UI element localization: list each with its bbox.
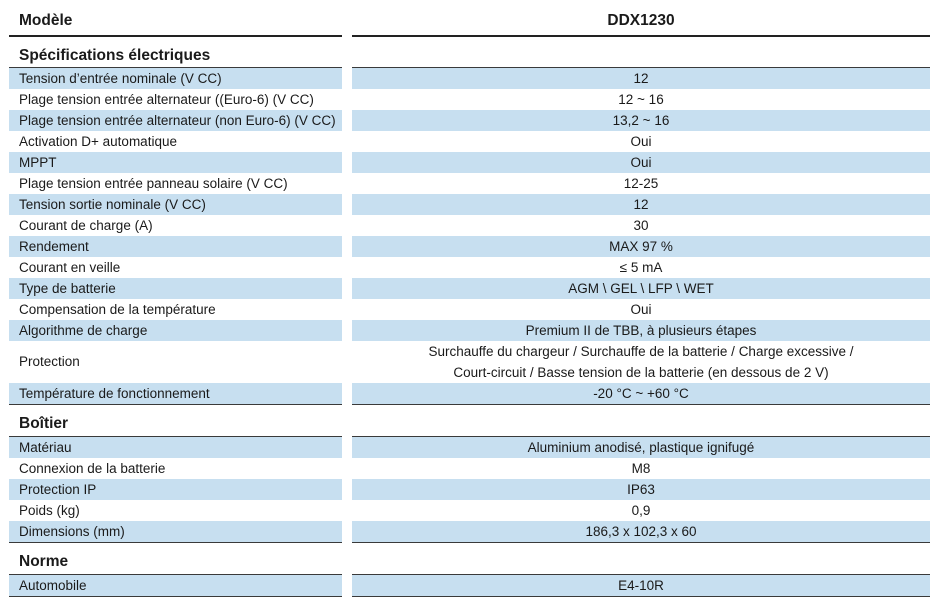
section-end-rule-left (9, 542, 342, 543)
header-rule-right (352, 35, 930, 37)
spec-value: 186,3 x 102,3 x 60 (352, 521, 930, 542)
section-title-standard: Norme (19, 553, 69, 570)
spec-value: 12 ~ 16 (352, 89, 930, 110)
spec-label: Rendement (9, 236, 342, 257)
spec-value: 12 (352, 194, 930, 215)
spec-label: Activation D+ automatique (9, 131, 342, 152)
spec-value: Aluminium anodisé, plastique ignifugé (352, 437, 930, 458)
spec-value: 0,9 (352, 500, 930, 521)
spec-value: 13,2 ~ 16 (352, 110, 930, 131)
spec-label: Automobile (9, 575, 342, 596)
spec-label: Type de batterie (9, 278, 342, 299)
spec-label: Plage tension entrée alternateur (non Euro-6) (V CC) (9, 110, 342, 131)
spec-value: MAX 97 % (352, 236, 930, 257)
section-end-rule-right (352, 542, 930, 543)
spec-value-line: Court-circuit / Basse tension de la batterie (en dessous de 2 V) (453, 365, 829, 380)
spec-value: Oui (352, 152, 930, 173)
spec-value: ≤ 5 mA (352, 257, 930, 278)
spec-label: Matériau (9, 437, 342, 458)
spec-label: Connexion de la batterie (9, 458, 342, 479)
spec-label: Dimensions (mm) (9, 521, 342, 542)
spec-value-multiline (352, 341, 930, 383)
spec-label: Poids (kg) (9, 500, 342, 521)
spec-value: -20 °C ~ +60 °C (352, 383, 930, 404)
section-title-housing: Boîtier (19, 415, 69, 432)
spec-value: Premium II de TBB, à plusieurs étapes (352, 320, 930, 341)
spec-value: AGM \ GEL \ LFP \ WET (352, 278, 930, 299)
spec-label: Algorithme de charge (9, 320, 342, 341)
spec-label: Température de fonctionnement (9, 383, 342, 404)
spec-label: Courant en veille (9, 257, 342, 278)
spec-value: 12 (352, 68, 930, 89)
section-end-rule-left (9, 596, 342, 597)
spec-value: 12-25 (352, 173, 930, 194)
spec-label: Compensation de la température (9, 299, 342, 320)
spec-label: Plage tension entrée alternateur ((Euro-6) (V CC) (9, 89, 342, 110)
model-label: Modèle (19, 12, 73, 29)
section-end-rule-left (9, 404, 342, 405)
spec-value: IP63 (352, 479, 930, 500)
spec-label: Courant de charge (A) (9, 215, 342, 236)
spec-label: Protection IP (9, 479, 342, 500)
section-end-rule-right (352, 404, 930, 405)
spec-label: Tension d’entrée nominale (V CC) (9, 68, 342, 89)
section-end-rule-right (352, 596, 930, 597)
spec-label: MPPT (9, 152, 342, 173)
spec-value: Oui (352, 299, 930, 320)
spec-value: Oui (352, 131, 930, 152)
spec-value: 30 (352, 215, 930, 236)
spec-label: Plage tension entrée panneau solaire (V CC) (9, 173, 342, 194)
model-value: DDX1230 (607, 12, 675, 29)
spec-label: Tension sortie nominale (V CC) (9, 194, 342, 215)
spec-value: M8 (352, 458, 930, 479)
spec-value: E4-10R (352, 575, 930, 596)
spec-value-line: Surchauffe du chargeur / Surchauffe de la batterie / Charge excessive / (428, 344, 854, 359)
spec-label: Protection (9, 341, 342, 383)
section-title-electrical: Spécifications électriques (19, 47, 211, 64)
header-rule-left (9, 35, 342, 37)
